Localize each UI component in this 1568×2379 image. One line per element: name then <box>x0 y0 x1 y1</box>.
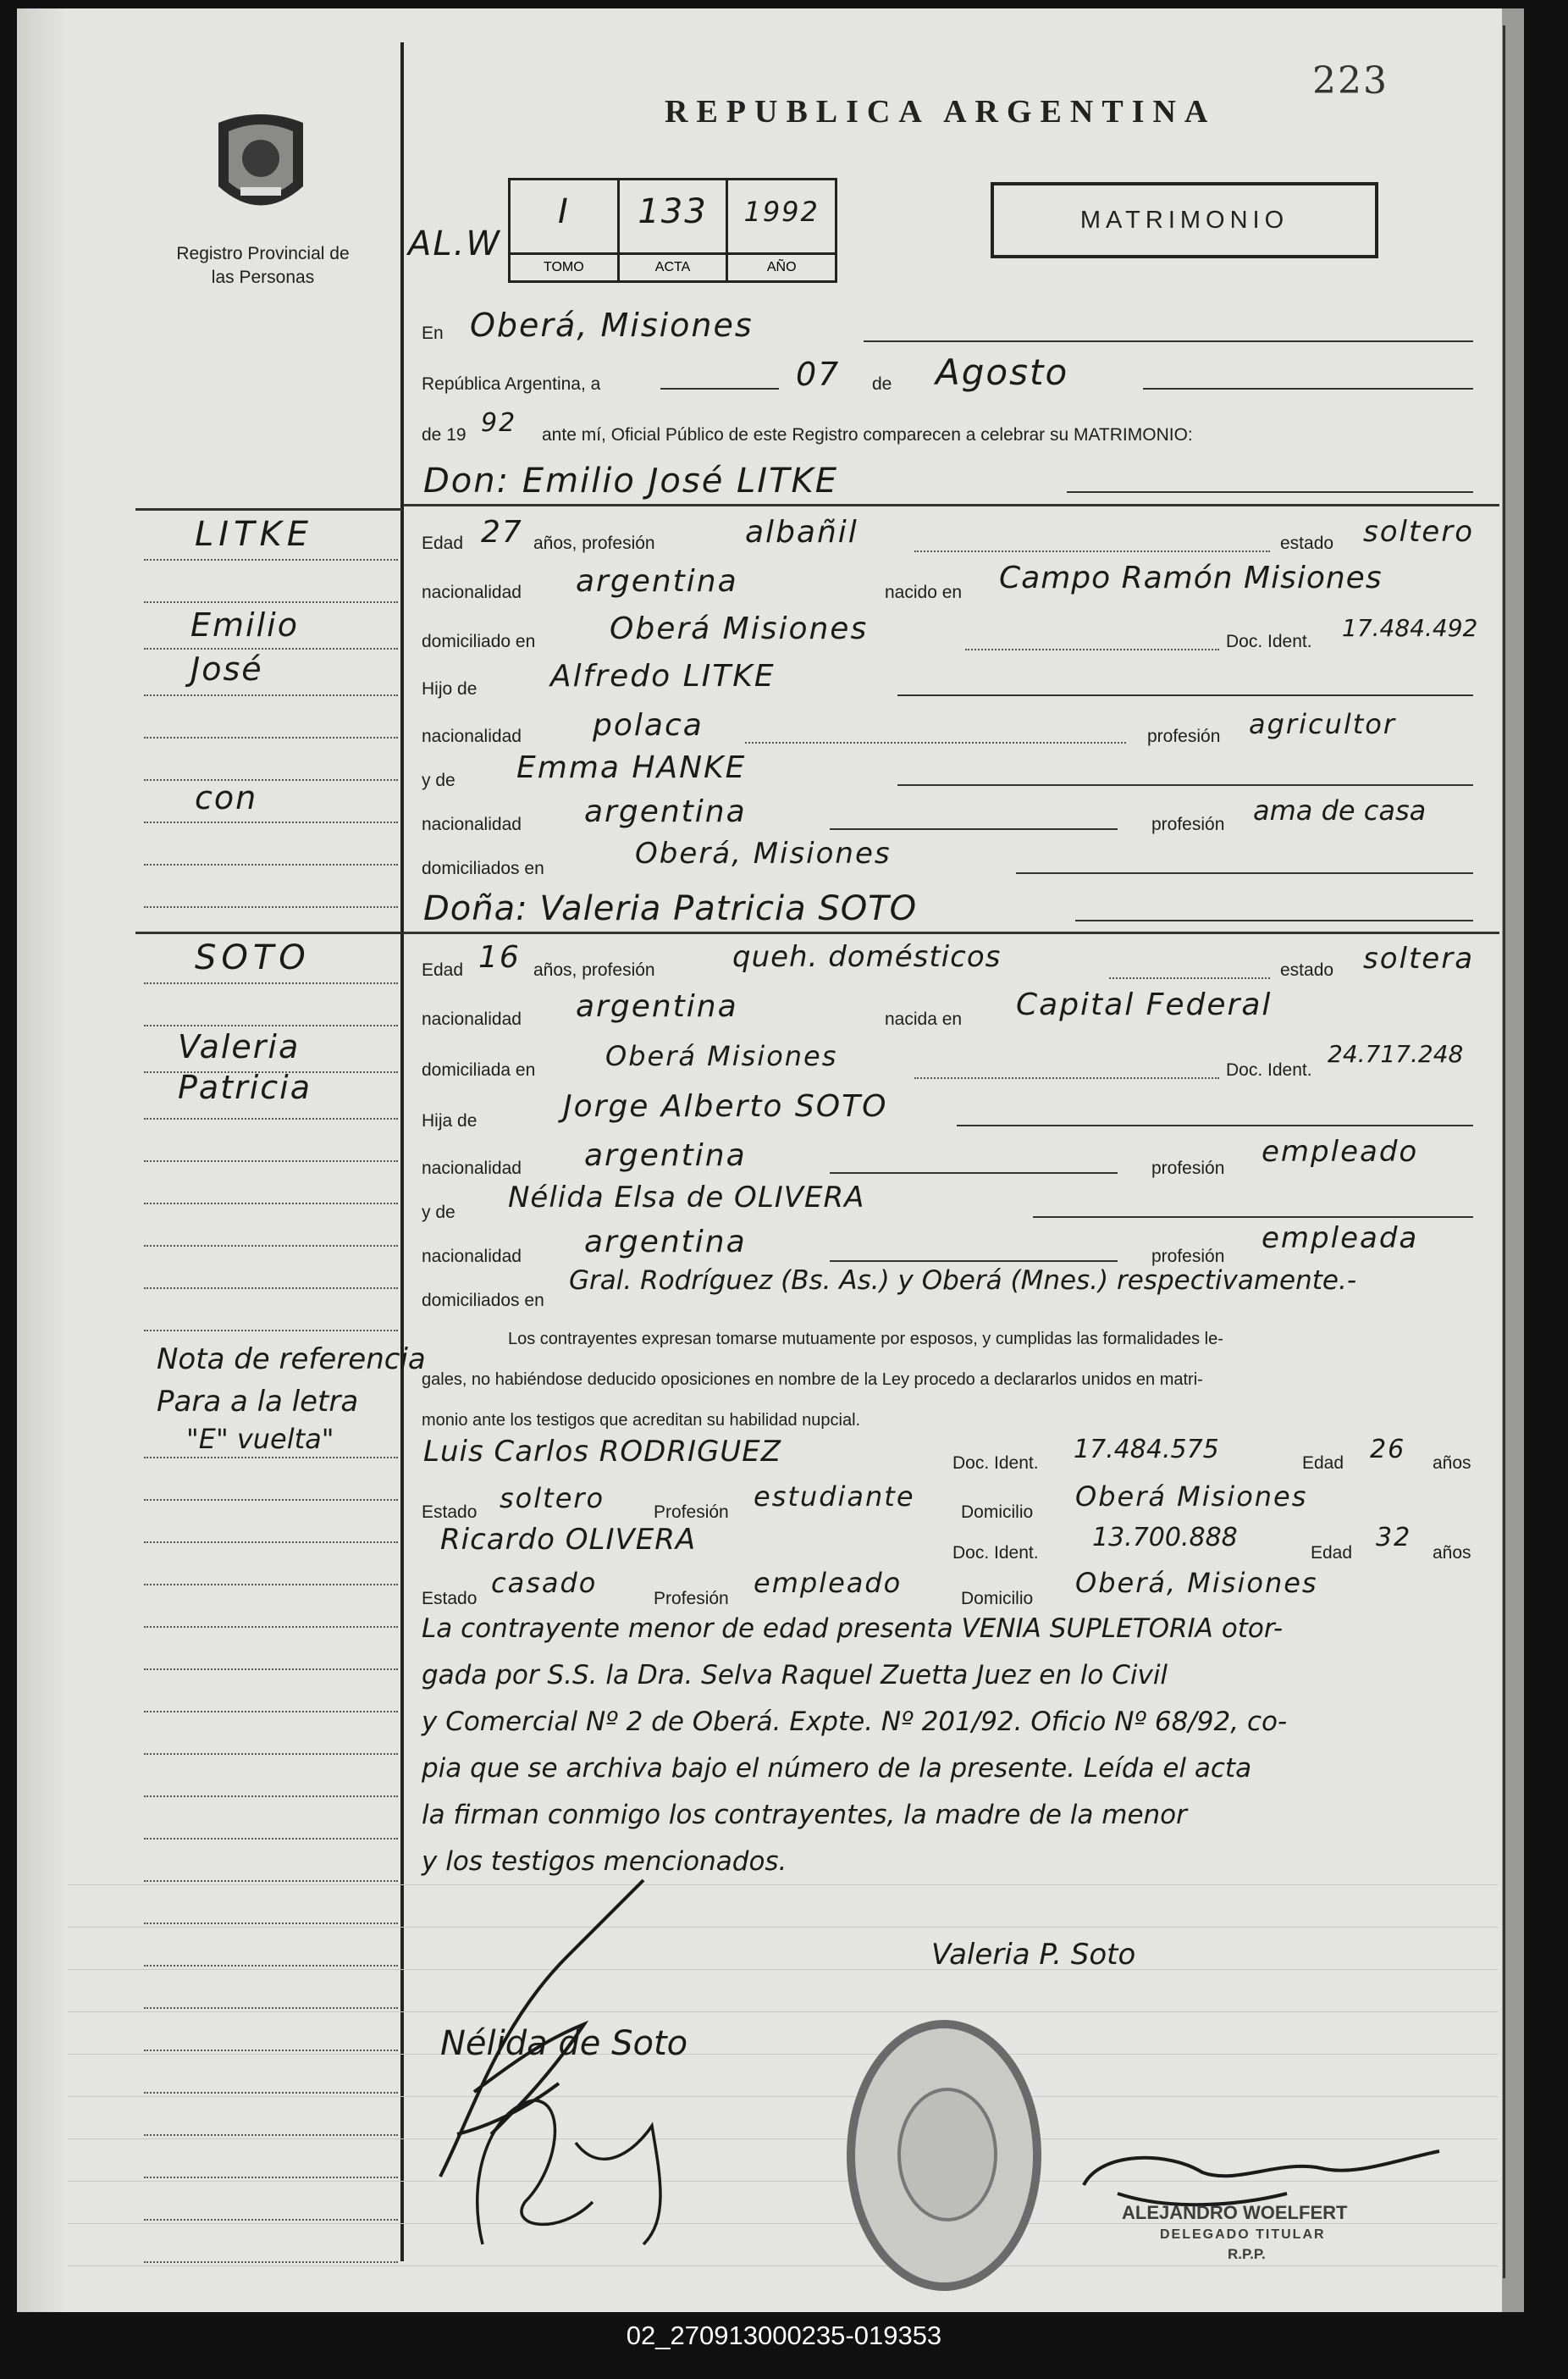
bride-mother-nat-label: nacionalidad <box>422 1247 522 1266</box>
officer-name: ALEJANDRO WOELFERT <box>1122 2202 1348 2223</box>
groom-age: 27 <box>481 515 523 550</box>
groom-prof: albañil <box>745 515 859 550</box>
groom-state: soltero <box>1363 515 1474 549</box>
country-heading: REPUBLICA ARGENTINA <box>665 94 1217 130</box>
reference-box <box>508 178 837 283</box>
de-label: de <box>872 374 892 394</box>
groom-parents-dom-label: domiciliados en <box>422 859 544 878</box>
acta-value: 133 <box>638 192 708 231</box>
tomo-value: I <box>557 192 570 231</box>
bride-parents-dom: Gral. Rodríguez (Bs. As.) y Oberá (Mnes.) respectivamente.- <box>569 1265 1357 1296</box>
groom-father-nat-label: nacionalidad <box>422 727 522 746</box>
province-emblem <box>210 106 312 224</box>
bride-parents-dom-label: domiciliados en <box>422 1291 544 1310</box>
acta-label: ACTA <box>620 252 726 280</box>
note-line-3: y Comercial Nº 2 de Oberá. Expte. Nº 201/92. Oficio Nº 68/92, co- <box>422 1707 1288 1737</box>
witness-1-age-label: Edad <box>1302 1453 1344 1473</box>
witness-2-years: años <box>1433 1543 1471 1563</box>
groom-father-nat: polaca <box>593 708 704 743</box>
witness-2-doc: 13.700.888 <box>1092 1523 1238 1552</box>
bride-mother: Nélida Elsa de OLIVERA <box>508 1181 865 1214</box>
en-label: En <box>422 324 444 343</box>
witness-2-age-label: Edad <box>1311 1543 1353 1563</box>
binding-shadow <box>17 8 68 2312</box>
month-value: Agosto <box>936 351 1069 393</box>
bride-doc: 24.717.248 <box>1328 1040 1464 1068</box>
declaration-line-2: gales, no habiéndose deducido oposiciones en nombre de la Ley procedo a declararlos unidos en matri- <box>422 1370 1203 1389</box>
bride-nat-label: nacionalidad <box>422 1010 522 1029</box>
witness-signatures <box>457 2075 711 2270</box>
witness-1-state-label: Estado <box>422 1502 478 1522</box>
officer-title: DELEGADO TITULAR <box>1160 2227 1326 2242</box>
place-value: Oberá, Misiones <box>470 307 754 344</box>
margin-code: AL.W <box>408 224 501 263</box>
bride-and-label: y de <box>422 1203 455 1222</box>
seal-center <box>897 2088 997 2221</box>
ano-cell <box>728 180 835 280</box>
declaration-line-1: Los contrayentes expresan tomarse mutuamente por esposos, y cumplidas las formalidades le- <box>508 1330 1223 1348</box>
witness-2-state: casado <box>491 1567 598 1599</box>
margin-divider <box>400 42 404 2261</box>
bride-title-line: Doña: Valeria Patricia SOTO <box>423 889 918 928</box>
margin-given-2b: Patricia <box>178 1069 312 1106</box>
bride-father-nat: argentina <box>584 1138 747 1173</box>
document-page <box>17 8 1524 2312</box>
note-line-5: la firman conmigo los contrayentes, la madre de la menor <box>422 1800 1187 1830</box>
groom-title-line: Don: Emilio José LITKE <box>423 462 839 501</box>
bride-state: soltera <box>1363 942 1475 976</box>
margin-given-1a: Emilio <box>190 606 299 644</box>
groom-nat-label: nacionalidad <box>422 583 522 602</box>
bride-dom: Oberá Misiones <box>605 1040 838 1072</box>
groom-mother-prof-label: profesión <box>1151 815 1225 834</box>
mother-signature: Nélida de Soto <box>440 2024 688 2063</box>
bride-dom-label: domiciliada en <box>422 1060 536 1080</box>
groom-age-label: Edad <box>422 534 464 553</box>
tomo-cell <box>511 180 620 280</box>
margin-given-1b: José <box>190 650 263 688</box>
republica-label: República Argentina, a <box>422 374 601 394</box>
groom-mother-prof: ama de casa <box>1253 794 1427 827</box>
day-value: 07 <box>796 356 841 393</box>
witness-2-name: Ricardo OLIVERA <box>440 1523 697 1557</box>
year-suffix: 92 <box>481 408 517 438</box>
acta-cell <box>620 180 729 280</box>
bride-father-nat-label: nacionalidad <box>422 1159 522 1178</box>
groom-dom: Oberá Misiones <box>610 611 869 646</box>
witness-1-prof: estudiante <box>754 1480 915 1513</box>
witness-2-doc-label: Doc. Ident. <box>952 1543 1039 1563</box>
groom-father-prof-label: profesión <box>1147 727 1221 746</box>
margin-surname-1: LITKE <box>195 515 314 554</box>
note-line-4: pia que se archiva bajo el número de la presente. Leída el acta <box>422 1753 1252 1784</box>
groom-born-label: nacido en <box>885 583 963 602</box>
registry-label: Registro Provincial de las Personas <box>176 244 350 287</box>
witness-2-prof-label: Profesión <box>654 1589 729 1608</box>
tomo-label: TOMO <box>511 252 617 280</box>
bride-signature: Valeria P. Soto <box>931 1938 1136 1972</box>
groom-mother-nat: argentina <box>584 794 747 829</box>
bride-father-prof: empleado <box>1262 1135 1419 1169</box>
witness-1-doc: 17.484.575 <box>1074 1435 1219 1464</box>
declaration-line-3: monio ante los testigos que acreditan su habilidad nupcial. <box>422 1411 861 1430</box>
groom-father: Alfredo LITKE <box>550 659 776 694</box>
groom-doc: 17.484.492 <box>1342 614 1478 642</box>
right-border <box>1503 25 1505 2278</box>
groom-nat: argentina <box>576 564 738 599</box>
bride-doc-label: Doc. Ident. <box>1226 1060 1312 1080</box>
groom-mother-nat-label: nacionalidad <box>422 815 522 834</box>
bride-father: Jorge Alberto SOTO <box>563 1089 888 1124</box>
margin-surname-2: SOTO <box>195 938 311 977</box>
bride-state-label: estado <box>1280 960 1334 980</box>
witness-1-name: Luis Carlos RODRIGUEZ <box>423 1435 782 1469</box>
witness-2-dom-label: Domicilio <box>961 1589 1034 1608</box>
groom-dom-label: domiciliado en <box>422 632 536 651</box>
bride-nat: argentina <box>576 989 738 1024</box>
official-seal <box>847 2020 1041 2291</box>
groom-parents-dom: Oberá, Misiones <box>635 837 892 871</box>
groom-born: Campo Ramón Misiones <box>999 561 1383 595</box>
bride-mother-nat: argentina <box>584 1225 747 1259</box>
groom-doc-label: Doc. Ident. <box>1226 632 1312 651</box>
witness-1-age: 26 <box>1370 1435 1406 1464</box>
footer-id: 02_270913000235-019353 <box>626 2321 942 2350</box>
emblem-icon <box>210 106 312 224</box>
bride-daughter-label: Hija de <box>422 1111 478 1131</box>
bride-born: Capital Federal <box>1016 988 1273 1022</box>
witness-2-prof: empleado <box>754 1567 903 1599</box>
note-line-6: y los testigos mencionados. <box>422 1846 787 1877</box>
page-number: 223 <box>1312 59 1389 102</box>
note-line-1: La contrayente menor de edad presenta VENIA SUPLETORIA otor- <box>422 1613 1284 1644</box>
ano-label: AÑO <box>728 252 835 280</box>
witness-2-state-label: Estado <box>422 1589 478 1608</box>
bride-age: 16 <box>478 940 521 975</box>
bride-father-prof-label: profesión <box>1151 1159 1225 1178</box>
bride-prof: queh. domésticos <box>732 940 1002 974</box>
margin-ref-note-3: "E" vuelta" <box>186 1423 334 1455</box>
bride-mother-prof-label: profesión <box>1151 1247 1225 1266</box>
witness-1-dom-label: Domicilio <box>961 1502 1034 1522</box>
groom-son-label: Hijo de <box>422 679 478 699</box>
witness-1-dom: Oberá Misiones <box>1075 1480 1308 1513</box>
bride-prof-label: años, profesión <box>533 960 655 980</box>
groom-prof-label: años, profesión <box>533 534 655 553</box>
note-line-2: gada por S.S. la Dra. Selva Raquel Zuetta Juez en lo Civil <box>422 1660 1168 1690</box>
intro-text: ante mí, Oficial Público de este Registro comparecen a celebrar su MATRIMONIO: <box>542 425 1193 445</box>
margin-con: con <box>195 779 258 816</box>
groom-state-label: estado <box>1280 534 1334 553</box>
bride-mother-prof: empleada <box>1262 1221 1419 1255</box>
groom-and-label: y de <box>422 771 455 790</box>
act-type-box: MATRIMONIO <box>991 182 1378 258</box>
margin-ref-note-1: Nota de referencia <box>157 1342 426 1376</box>
margin-given-2a: Valeria <box>178 1028 301 1065</box>
bride-born-label: nacida en <box>885 1010 963 1029</box>
witness-2-age: 32 <box>1376 1523 1412 1552</box>
margin-ref-note-2: Para a la letra <box>157 1385 359 1419</box>
groom-mother: Emma HANKE <box>516 750 747 785</box>
witness-1-state: soltero <box>500 1482 605 1514</box>
officer-code: R.P.P. <box>1228 2246 1266 2262</box>
witness-2-dom: Oberá, Misiones <box>1075 1567 1318 1599</box>
bride-age-label: Edad <box>422 960 464 980</box>
ano-value: 1992 <box>743 196 820 228</box>
witness-1-prof-label: Profesión <box>654 1502 729 1522</box>
witness-1-years: años <box>1433 1453 1471 1473</box>
witness-1-doc-label: Doc. Ident. <box>952 1453 1039 1473</box>
year-prefix: de 19 <box>422 425 467 445</box>
groom-father-prof: agricultor <box>1249 708 1397 740</box>
